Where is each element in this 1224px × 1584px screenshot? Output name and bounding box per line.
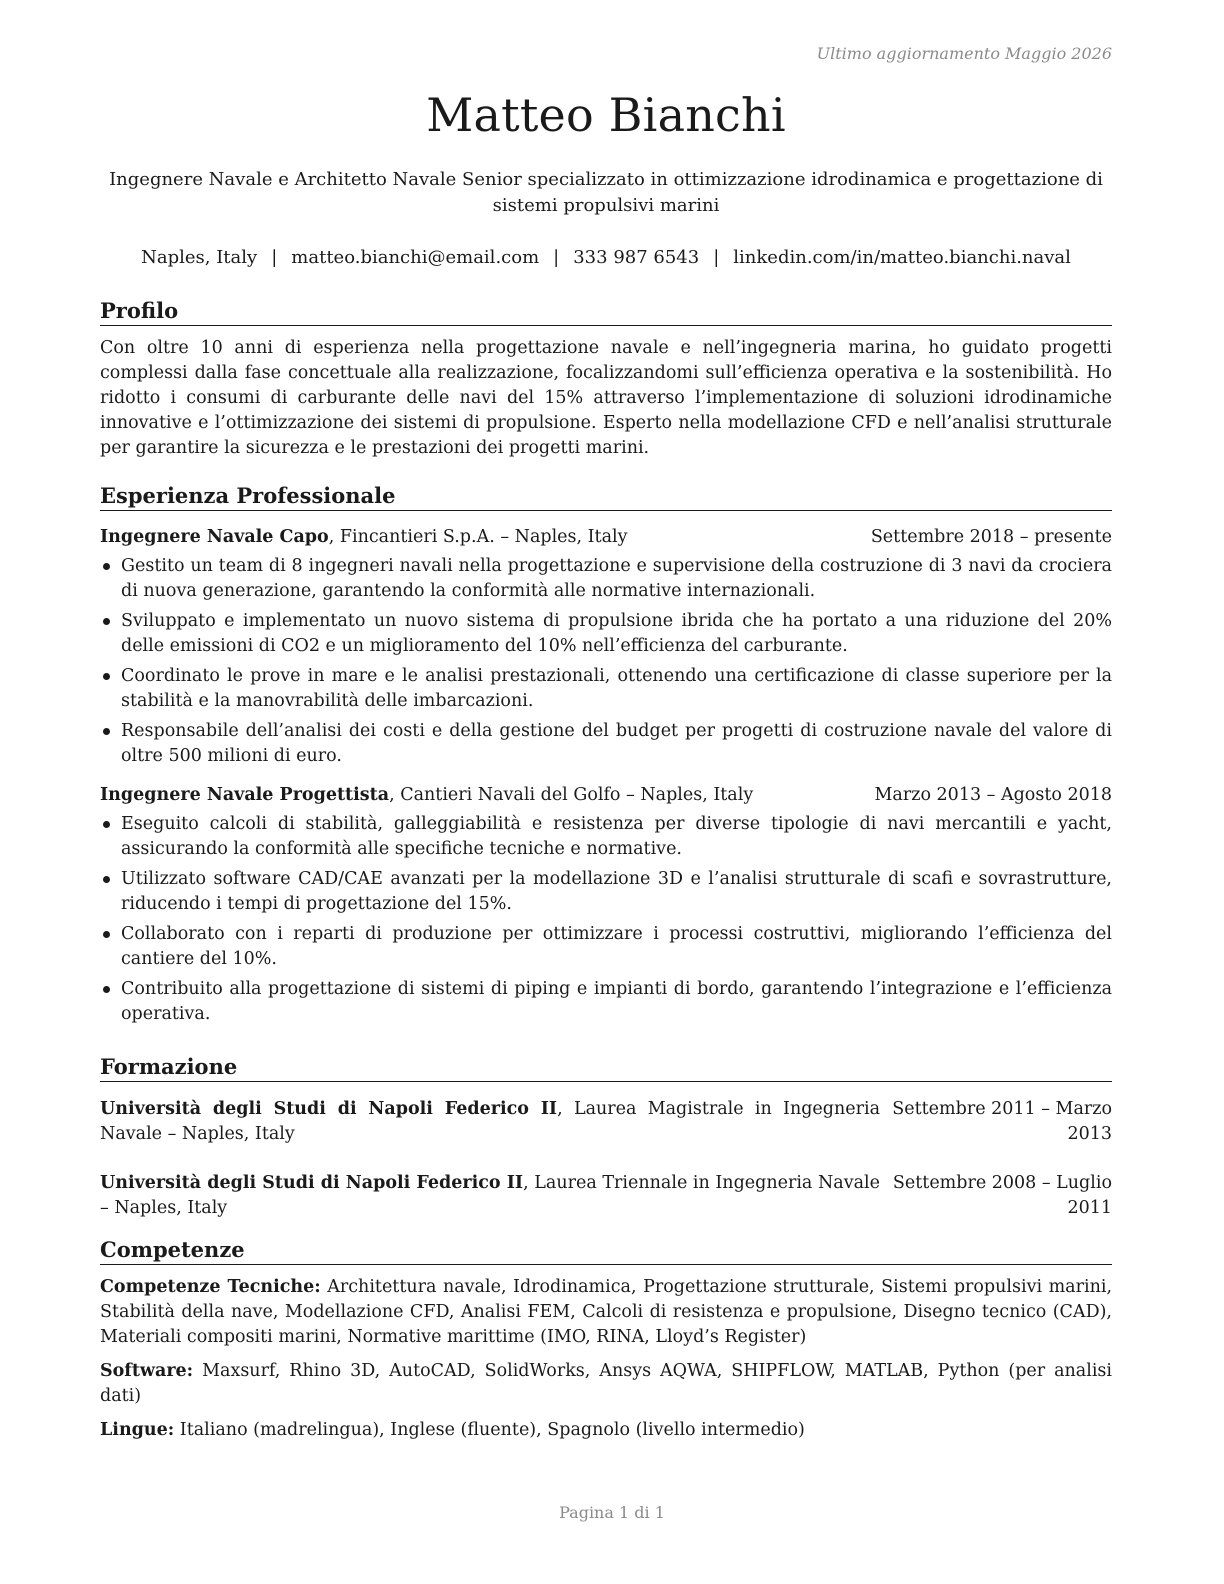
bullet-text: Contribuito alla progettazione di sistemi di piping e impianti di bordo, garantendo l’integrazione e l’efficienza operativa. — [121, 979, 1112, 1024]
education-dates: Settembre 2011 – Marzo 2013 — [892, 1099, 1112, 1144]
list-item — [100, 812, 1112, 862]
job-role: Ingegnere Navale Capo — [100, 527, 329, 547]
job-entry — [100, 783, 1112, 1027]
bullet-icon — [103, 986, 110, 993]
contact-separator: | — [713, 247, 720, 268]
job-bullets — [100, 554, 1112, 769]
education-section — [100, 1053, 1112, 1221]
profile-section — [100, 297, 1112, 461]
section-title-experience: Esperienza Professionale — [100, 482, 1112, 511]
bullet-icon — [103, 563, 110, 570]
section-title-skills: Competenze — [100, 1236, 1112, 1265]
skills-label: Competenze Tecniche: — [100, 1277, 321, 1297]
job-company: , Fincantieri S.p.A. – Naples, Italy — [328, 527, 628, 547]
contact-linkedin[interactable]: linkedin.com/in/matteo.bianchi.naval — [733, 247, 1071, 268]
education-school: Università degli Studi di Napoli Federico II — [100, 1173, 524, 1193]
bullet-text: Gestito un team di 8 ingegneri navali nella progettazione e supervisione della costruzione di 3 navi da crociera di nuova generazione, garantendo la conformità alle normative internazionali. — [121, 556, 1112, 601]
candidate-name: Matteo Bianchi — [426, 88, 786, 142]
skills-text: Architettura navale, Idrodinamica, Progettazione strutturale, Sistemi propulsivi marini, Stabilità della nave, Modellazione CFD, Analisi FEM, Calcoli di resistenza e propulsione, Disegno tecnico (CAD), Materiali compositi marini, Normative marittime (IMO, RINA, Lloyd’s Register) — [100, 1277, 1113, 1347]
job-header — [100, 525, 1112, 550]
skills-label: Software: — [100, 1361, 194, 1381]
job-dates: Marzo 2013 – Agosto 2018 — [874, 785, 1112, 805]
bullet-text: Responsabile dell’analisi dei costi e della gestione del budget per progetti di costruzione navale del valore di oltre 500 milioni di euro. — [121, 721, 1112, 766]
education-degree: , Laurea Triennale in Ingegneria Navale – Naples, Italy — [100, 1173, 880, 1218]
contact-separator: | — [271, 247, 278, 268]
skills-technical — [100, 1275, 1112, 1350]
job-header — [100, 783, 1112, 808]
bullet-text: Eseguito calcoli di stabilità, galleggiabilità e resistenza per diverse tipologie di navi mercantili e yacht, assicurando la conformità alle specifiche tecniche e normative. — [121, 814, 1112, 859]
skills-label: Lingue: — [100, 1420, 175, 1440]
list-item — [100, 554, 1112, 604]
bullet-text: Utilizzato software CAD/CAE avanzati per la modellazione 3D e l’analisi strutturale di scafi e sovrastrutture, riducendo i tempi di progettazione del 15%. — [121, 869, 1112, 914]
bullet-text: Collaborato con i reparti di produzione per ottimizzare i processi costruttivi, migliorando l’efficienza del cantiere del 10%. — [121, 924, 1112, 969]
bullet-icon — [103, 821, 110, 828]
bullet-icon — [103, 728, 110, 735]
skills-software — [100, 1359, 1112, 1409]
page-footer: Pagina 1 di 1 — [559, 1503, 665, 1522]
bullet-icon — [103, 876, 110, 883]
bullet-text: Coordinato le prove in mare e le analisi prestazionali, ottenendo una certificazione di classe superiore per la stabilità e la manovrabilità delle imbarcazioni. — [121, 666, 1112, 711]
experience-section — [100, 482, 1112, 1032]
tagline: Ingegnere Navale e Architetto Navale Senior specializzato in ottimizzazione idrodinamica e progettazione di sistemi propulsivi marini — [109, 169, 1103, 216]
bullet-text: Sviluppato e implementato un nuovo sistema di propulsione ibrida che ha portato a una riduzione del 20% delle emissioni di CO2 e un miglioramento del 10% nell’efficienza del carburante. — [121, 611, 1112, 656]
contact-email[interactable]: matteo.bianchi@email.com — [291, 247, 540, 268]
job-bullets — [100, 812, 1112, 1027]
job-company: , Cantieri Navali del Golfo – Naples, Italy — [389, 785, 754, 805]
list-item — [100, 609, 1112, 659]
skills-text: Italiano (madrelingua), Inglese (fluente), Spagnolo (livello intermedio) — [174, 1420, 805, 1440]
list-item — [100, 867, 1112, 917]
list-item — [100, 977, 1112, 1027]
list-item — [100, 922, 1112, 972]
skills-languages — [100, 1418, 1112, 1443]
profile-text: Con oltre 10 anni di esperienza nella progettazione navale e nell’ingegneria marina, ho guidato progetti complessi dalla fase concettuale alla realizzazione, focalizzandomi sull’efficienza operativa e la sostenibilità. Ho ridotto i consumi di carburante delle navi del 15% attraverso l’implementazione di soluzioni idrodinamiche innovative e l’ottimizzazione dei sistemi di propulsione. Esperto nella modellazione CFD e nell’analisi strutturale per garantire la sicurezza e le prestazioni dei progetti marini. — [100, 338, 1112, 458]
education-degree: , Laurea Magistrale in Ingegneria Navale – Naples, Italy — [100, 1099, 880, 1144]
section-title-profile: Profilo — [100, 297, 1112, 326]
skills-text: Maxsurf, Rhino 3D, AutoCAD, SolidWorks, Ansys AQWA, SHIPFLOW, MATLAB, Python (per analisi dati) — [100, 1361, 1112, 1406]
job-dates: Settembre 2018 – presente — [870, 527, 1112, 547]
education-entry — [100, 1097, 1112, 1147]
bullet-icon — [103, 618, 110, 625]
job-entry — [100, 525, 1112, 769]
skills-section — [100, 1236, 1112, 1452]
section-title-education: Formazione — [100, 1053, 1112, 1082]
contact-separator: | — [553, 247, 560, 268]
job-role: Ingegnere Navale Progettista — [100, 785, 390, 805]
list-item — [100, 664, 1112, 714]
contact-location: Naples, Italy — [141, 247, 258, 268]
education-dates: Settembre 2008 – Luglio 2011 — [892, 1173, 1112, 1218]
contact-line — [100, 245, 1112, 271]
bullet-icon — [103, 673, 110, 680]
last-updated: Ultimo aggiornamento Maggio 2026 — [816, 44, 1112, 63]
education-entry — [100, 1171, 1112, 1221]
list-item — [100, 719, 1112, 769]
contact-phone[interactable]: 333 987 6543 — [573, 247, 700, 268]
education-school: Università degli Studi di Napoli Federico II — [100, 1099, 558, 1119]
bullet-icon — [103, 931, 110, 938]
